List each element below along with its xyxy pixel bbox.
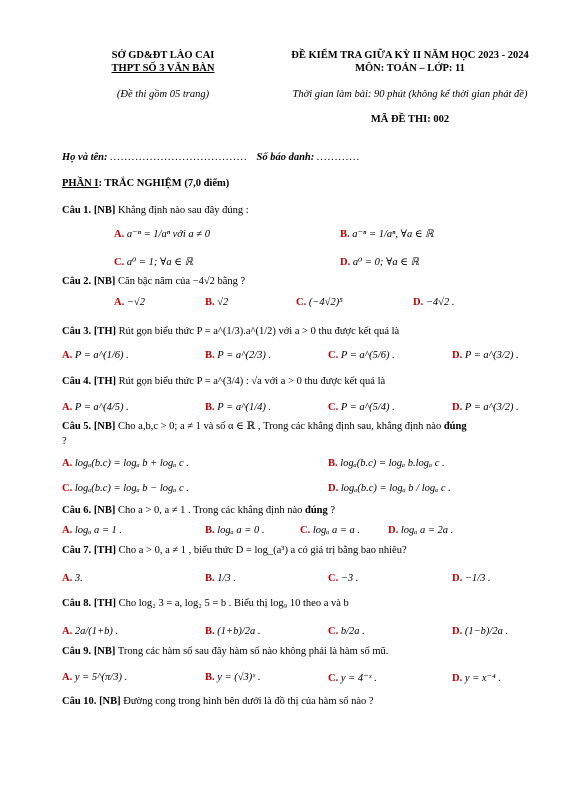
pages-note: (Đề thi gồm 05 trang) <box>116 89 210 100</box>
q3-option-a[interactable]: A. P = a^(1/6) . <box>62 350 129 361</box>
q1-option-b[interactable]: B. a⁻ⁿ = 1/aⁿ, ∀a ∈ ℝ <box>340 229 434 240</box>
q6-option-c[interactable]: C. logₐ a = a . <box>300 525 361 536</box>
exam-code: MÃ ĐỀ THI: 002 <box>370 114 450 125</box>
q7-option-b[interactable]: B. 1/3 . <box>205 573 236 584</box>
q8-option-a[interactable]: A. 2a/(1+b) . <box>62 626 119 637</box>
question-7: Câu 7. [TH] Cho a > 0, a ≠ 1 , biểu thức D = log_(a³) a có giá trị bằng bao nhiêu? <box>62 545 407 556</box>
question-2: Câu 2. [NB] Căn bậc năm của −4√2 bằng ? <box>62 276 246 287</box>
q8-option-d[interactable]: D. (1−b)/2a . <box>452 626 509 637</box>
q5-option-d[interactable]: D. logₐ(b.c) = logₐ b / logₐ c . <box>328 483 451 494</box>
q5-option-c[interactable]: C. logₐ(b.c) = logₐ b − logₐ c . <box>62 483 189 494</box>
q2-option-b[interactable]: B. √2 <box>205 297 229 308</box>
section-heading <box>62 178 229 189</box>
question-10: Câu 10. [NB] Đường cong trong hình bên dưới là đồ thị của hàm số nào ? <box>62 696 374 707</box>
q7-option-a[interactable]: A. 3. <box>62 573 83 584</box>
q6-option-b[interactable]: B. logₐ a = 0 . <box>205 525 265 536</box>
question-3: Câu 3. [TH] Rút gọn biểu thức P = a^(1/3).a^(1/2) với a > 0 thu được kết quả là <box>62 326 400 337</box>
question-6: Câu 6. [NB] Cho a > 0, a ≠ 1 . Trong các khẳng định nào đúng ? <box>62 505 336 516</box>
department-name: SỞ GD&ĐT LÀO CAI <box>111 50 215 61</box>
exam-title: ĐỀ KIỂM TRA GIỮA KỲ II NĂM HỌC 2023 - 2024 <box>291 50 529 61</box>
question-text: Khẳng định nào sau đây đúng : <box>118 205 249 216</box>
question-4: Câu 4. [TH] Rút gọn biểu thức P = a^(3/4) : √a với a > 0 thu được kết quả là <box>62 376 386 387</box>
q1-option-c[interactable]: C. a⁰ = 1; ∀a ∈ ℝ <box>114 257 193 268</box>
section-title: : TRẮC NGHIỆM (7,0 điểm) <box>98 178 230 189</box>
q2-option-c[interactable]: C. (−4√2)⁵ <box>296 297 343 308</box>
q3-option-b[interactable]: B. P = a^(2/3) . <box>205 350 272 361</box>
school-name: THPT SỐ 3 VĂN BÀN <box>111 63 215 74</box>
q3-option-c[interactable]: C. P = a^(5/6) . <box>328 350 395 361</box>
q8-option-b[interactable]: B. (1+b)/2a . <box>205 626 261 637</box>
name-label: Họ và tên: <box>62 152 108 163</box>
student-info-row <box>62 152 360 163</box>
question-number: Câu 1. <box>62 205 92 216</box>
q8-option-c[interactable]: C. b/2a . <box>328 626 365 637</box>
q7-option-d[interactable]: D. −1/3 . <box>452 573 491 584</box>
time-note: Thời gian làm bài: 90 phút (không kể thời gian phát đề) <box>292 89 528 100</box>
q4-option-a[interactable]: A. P = a^(4/5) . <box>62 402 129 413</box>
q1-option-d[interactable]: D. a⁰ = 0; ∀a ∈ ℝ <box>340 257 419 268</box>
q9-option-d[interactable]: D. y = x⁻⁴ . <box>452 673 501 684</box>
question-1 <box>62 205 249 216</box>
q9-option-c[interactable]: C. y = 4⁻ˣ . <box>328 673 377 684</box>
question-5: Câu 5. [NB] Cho a,b,c > 0; a ≠ 1 và số α ∈ ℝ , Trong các khẳng định sau, khẳng định nào đúng <box>62 421 467 432</box>
q4-option-d[interactable]: D. P = a^(3/2) . <box>452 402 519 413</box>
q5-option-a[interactable]: A. logₐ(b.c) = logₐ b + logₐ c . <box>62 458 189 469</box>
question-9: Câu 9. [NB] Trong các hàm số sau đây hàm số nào không phải là hàm số mũ. <box>62 646 389 657</box>
section-part: PHẦN I <box>62 178 99 189</box>
sbd-label: Số báo danh: <box>256 152 315 163</box>
q3-option-d[interactable]: D. P = a^(3/2) . <box>452 350 519 361</box>
q4-option-c[interactable]: C. P = a^(5/4) . <box>328 402 395 413</box>
q6-option-d[interactable]: D. logₐ a = 2a . <box>388 525 454 536</box>
sbd-field[interactable]: ............ <box>316 152 361 163</box>
q9-option-b[interactable]: B. y = (√3)ˣ . <box>205 672 261 683</box>
q2-option-a[interactable]: A. −√2 <box>114 297 145 308</box>
q7-option-c[interactable]: C. −3 . <box>328 573 359 584</box>
exam-subject: MÔN: TOÁN – LỚP: 11 <box>355 63 465 74</box>
q6-option-a[interactable]: A. logₐ a = 1 . <box>62 525 123 536</box>
question-5-cont: ? <box>62 436 67 447</box>
q2-option-d[interactable]: D. −4√2 . <box>413 297 455 308</box>
question-level: [NB] <box>93 205 116 216</box>
question-8: Câu 8. [TH] Cho log₂ 3 = a, log₂ 5 = b . Biểu thị log₉ 10 theo a và b <box>62 598 349 609</box>
q4-option-b[interactable]: B. P = a^(1/4) . <box>205 402 272 413</box>
q5-option-b[interactable]: B. logₐ(b.c) = logₐ b.logₐ c . <box>328 458 445 469</box>
q9-option-a[interactable]: A. y = 5^(π/3) . <box>62 672 128 683</box>
q1-option-a[interactable]: A. a⁻ⁿ = 1/aⁿ với a ≠ 0 <box>114 229 210 240</box>
name-field[interactable]: ...................................... <box>110 152 248 163</box>
